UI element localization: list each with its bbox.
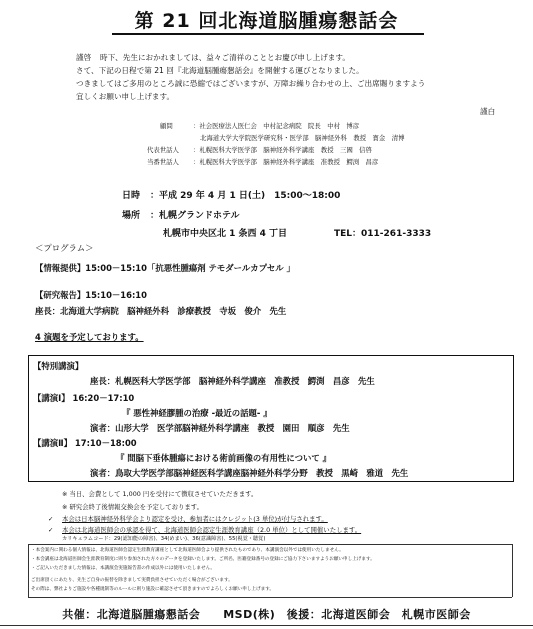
title-underline (112, 33, 424, 35)
special-lecture-heading: 【特別講演】 (33, 361, 84, 371)
date-label: 日時 (122, 191, 141, 201)
greeting-line: 宜しくお願い申し上げます。 (76, 92, 175, 101)
page-title: 第 21 回北海道脳腫瘍懇話会 (134, 10, 399, 32)
duty-label: 当番世話人 (147, 158, 179, 166)
note-reception: ※ 研究会終了後情報交換会を予定しております。 (62, 503, 204, 511)
fine-print: ・本会案内に関わる個人情報は、北海道医師会認定生涯教育講座として北海道医師会より提供されたものであり、本講演会以外では使用いたしません。 (31, 548, 344, 553)
info-provision: 【情報提供】15:00－15:10「抗悪性腫瘍剤 テモダールカプセル 」 (35, 263, 295, 273)
place-value: ：札幌グランドホテル (150, 211, 240, 221)
research-report-title: 【研究報告】15:10－16:10 (35, 290, 147, 300)
representative-label: 代表世話人 (147, 146, 179, 154)
fine-print: ご出席頂くにあたり、先生ご自身の振替を除きまして実費負担させていただく場合がございます。 (31, 578, 233, 583)
lecture1-speaker: 演者：山形大学 医学部脳神経外科学講座 教授 園田 順彦 先生 (90, 423, 350, 433)
greeting-closing: 謹白 (480, 107, 496, 116)
duty-name: ：札幌医科大学医学部 脳神経外科学講座 准教授 鰐渕 昌彦 (193, 158, 379, 166)
note-medical-association: 本会は北海道医師会の承認を得て、北海道医師会認定生涯教育講座（2.0 単位）として開催いたします。 (62, 526, 362, 534)
fine-print-box-right (512, 544, 513, 597)
fine-print: その際は、弊社よりご施設や各種規制等のルールに則り施設に確認させて頂きますのでよろしくお願い申し上げます。 (31, 587, 275, 592)
program-heading: ＜プログラム＞ (35, 243, 94, 253)
research-chair: 座長：北海道大学病院 脳神経外科 診療教授 寺坂 俊介 先生 (35, 306, 287, 316)
note-credit: 本会は日本脳神経外科学会より認定を受け、参加者にはクレジット(3 単位)が付与されます。 (62, 515, 328, 523)
check-icon: ✓ (48, 526, 54, 534)
lecture2-title: 『 間脳下垂体腫瘍における術前画像の有用性について 』 (116, 453, 332, 463)
check-icon: ✓ (48, 515, 54, 523)
greeting-line: つきましてはご多用のところ誠に恐縮ではございますが、万障お繰り合わせの上、ご出席賜りますよう (76, 79, 426, 88)
fine-print: ・本会講座は北海道医師会生涯教育制度に則り参加された方々のデータを登録いたします。ご所名、医籍登録番号の登録にご協力下さいますようお願い申し上げます。 (31, 557, 375, 562)
lecture2-speaker: 演者：鳥取大学医学部脳神経医科学講座脳神経外科学分野 教授 黒崎 雅道 先生 (90, 468, 409, 478)
date-value: ：平成 29 年 4 月 1 日(土) 15:00～18:00 (150, 191, 341, 201)
fine-print-box-top (28, 544, 512, 545)
address: 札幌市中央区北 1 条西 4 丁目 (163, 229, 288, 239)
greeting-salutation: 謹啓 (76, 53, 92, 62)
research-note: 4 演題を予定しております。 (35, 332, 144, 342)
fine-print-box-bottom (28, 597, 512, 598)
representative-name: ：札幌医科大学医学部 脳神経外科学講座 教授 三國 信啓 (193, 146, 372, 154)
greeting-line: さて、下記の日程で第 21 回『北海道脳腫瘍懇話会』を開催する運びとなりました。 (76, 66, 364, 75)
note-curriculum: カリキュラムコード：29(認知能の障害)、34(めまい)、36(意識障害)、55(視覚・聴覚) (62, 536, 266, 542)
lecture2-time: 【講演Ⅱ】 17:10－18:00 (33, 438, 137, 448)
advisor-label: 顧問 (160, 122, 173, 130)
special-lecture-chair: 座長：札幌医科大学医学部 脳神経外科学講座 准教授 鰐渕 昌彦 先生 (90, 376, 375, 386)
footer-sponsors: 共催：北海道脳腫瘍懇話会 MSD(株) 後援：北海道医師会 札幌市医師会 (62, 608, 471, 621)
advisor-name: ：社会医療法人医仁会 中村記念病院 院長 中村 博彦 (193, 122, 360, 130)
greeting-line: 時下、先生におかれましては、益々ご清祥のこととお慶び申し上げます。 (100, 53, 350, 62)
advisor-name: 北海道大学大学院医学研究科・医学部 脳神経外科 教授 寳金 清博 (200, 134, 405, 142)
lecture1-time: 【講演Ⅰ】 16:20－17:10 (33, 393, 135, 403)
place-label: 場所 (122, 211, 141, 221)
fine-print: ・ご記入いただきました情報は、本講演会実施報告書の作成以外には使用いたしません。 (31, 566, 216, 571)
fine-print-box-left (28, 544, 29, 597)
telephone: TEL：011-261-3333 (334, 229, 432, 239)
note-fee: ※ 当日、会費として 1,000 円を受付にて徴収させていただきます。 (62, 490, 258, 498)
lecture1-title: 『 悪性神経膠腫の治療 -最近の話題- 』 (122, 408, 272, 418)
footer-rule (0, 625, 533, 626)
